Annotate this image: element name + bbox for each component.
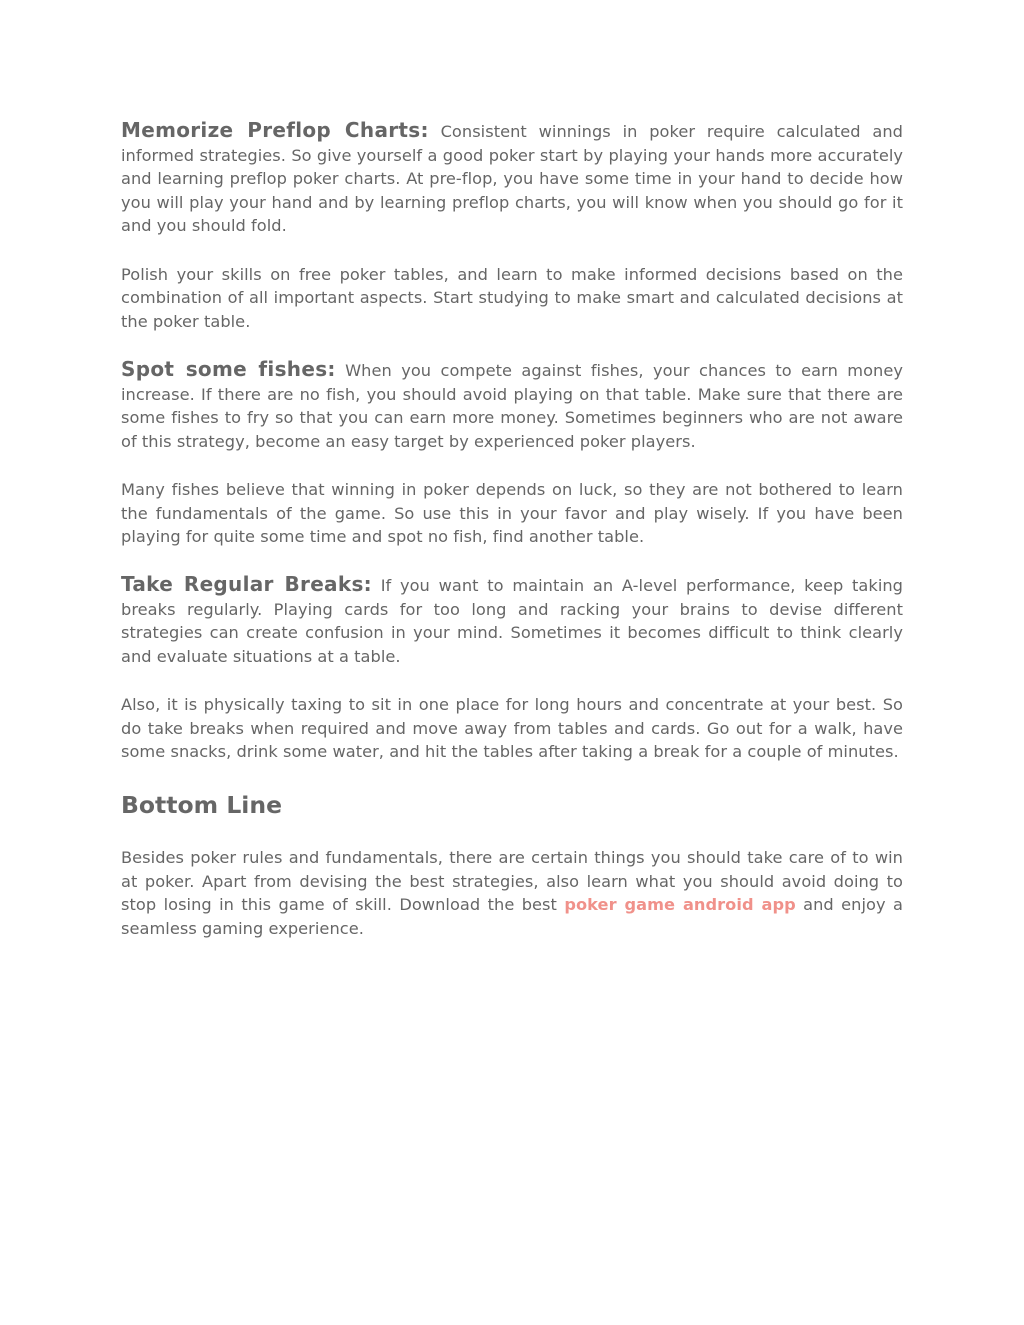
- text-physically-taxing: Also, it is physically taxing to sit in one place for long hours and concentrate at your best. So do take breaks when required and move away from tables and cards. Go out for a walk, have some snacks, drink some water, and hit the tables after taking a break for a couple of minutes.: [121, 695, 903, 762]
- text-bottom-line-after-link: and enjoy a seamless gaming experience.: [121, 895, 903, 938]
- paragraph-polish-skills: [121, 263, 903, 334]
- poker-app-link[interactable]: poker game android app: [564, 895, 796, 915]
- document-body: [121, 119, 903, 940]
- text-bottom-line-before-link: Besides poker rules and fundamentals, there are certain things you should take care of to win at poker. Apart from devising the best strategies, also learn what you should avoid doing to stop losing in this game of skill. Download the best: [121, 848, 903, 915]
- paragraph-spot-fishes: [121, 358, 903, 453]
- text-regular-breaks: If you want to maintain an A-level performance, keep taking breaks regularly. Playing cards for too long and racking your brains to devise different strategies can create confusion in your mind. Sometimes it becomes difficult to think clearly and evaluate situations at a table.: [121, 576, 904, 667]
- heading-bottom-line: Bottom Line: [121, 791, 283, 820]
- paragraph-many-fishes: [121, 478, 903, 549]
- text-many-fishes: Many fishes believe that winning in poker depends on luck, so they are not bothered to learn the fundamentals of the game. So use this in your favor and play wisely. If you have been playing for quite some time and spot no fish, find another table.: [121, 479, 903, 547]
- paragraph-physically-taxing: [121, 693, 903, 764]
- paragraph-regular-breaks: [121, 573, 903, 668]
- lead-spot-fishes: Spot some fishes:: [121, 356, 336, 381]
- paragraph-preflop-charts: [121, 119, 903, 238]
- lead-regular-breaks: Take Regular Breaks:: [121, 572, 372, 597]
- text-spot-fishes: When you compete against fishes, your chances to earn money increase. If there are no fish, you should avoid playing on that table. Make sure that there are some fishes to fry so that you can earn more money. Sometimes beginners who are not aware of this strategy, become an easy target by experienced poker players.: [121, 360, 904, 451]
- paragraph-bottom-line: [121, 846, 903, 940]
- lead-preflop-charts: Memorize Preflop Charts:: [121, 118, 429, 142]
- text-polish-skills: Polish your skills on free poker tables, and learn to make informed decisions based on the combination of all important aspects. Start studying to make smart and calculated decisions at the poker table.: [121, 264, 903, 331]
- text-preflop-charts: Consistent winnings in poker require calculated and informed strategies. So give yourself a good poker start by playing your hands more accurately and learning preflop poker charts. At pre-flop, you have some time in your hand to decide how you will play your hand and by learning preflop charts, you will know when you should go for it and you should fold.: [121, 122, 903, 236]
